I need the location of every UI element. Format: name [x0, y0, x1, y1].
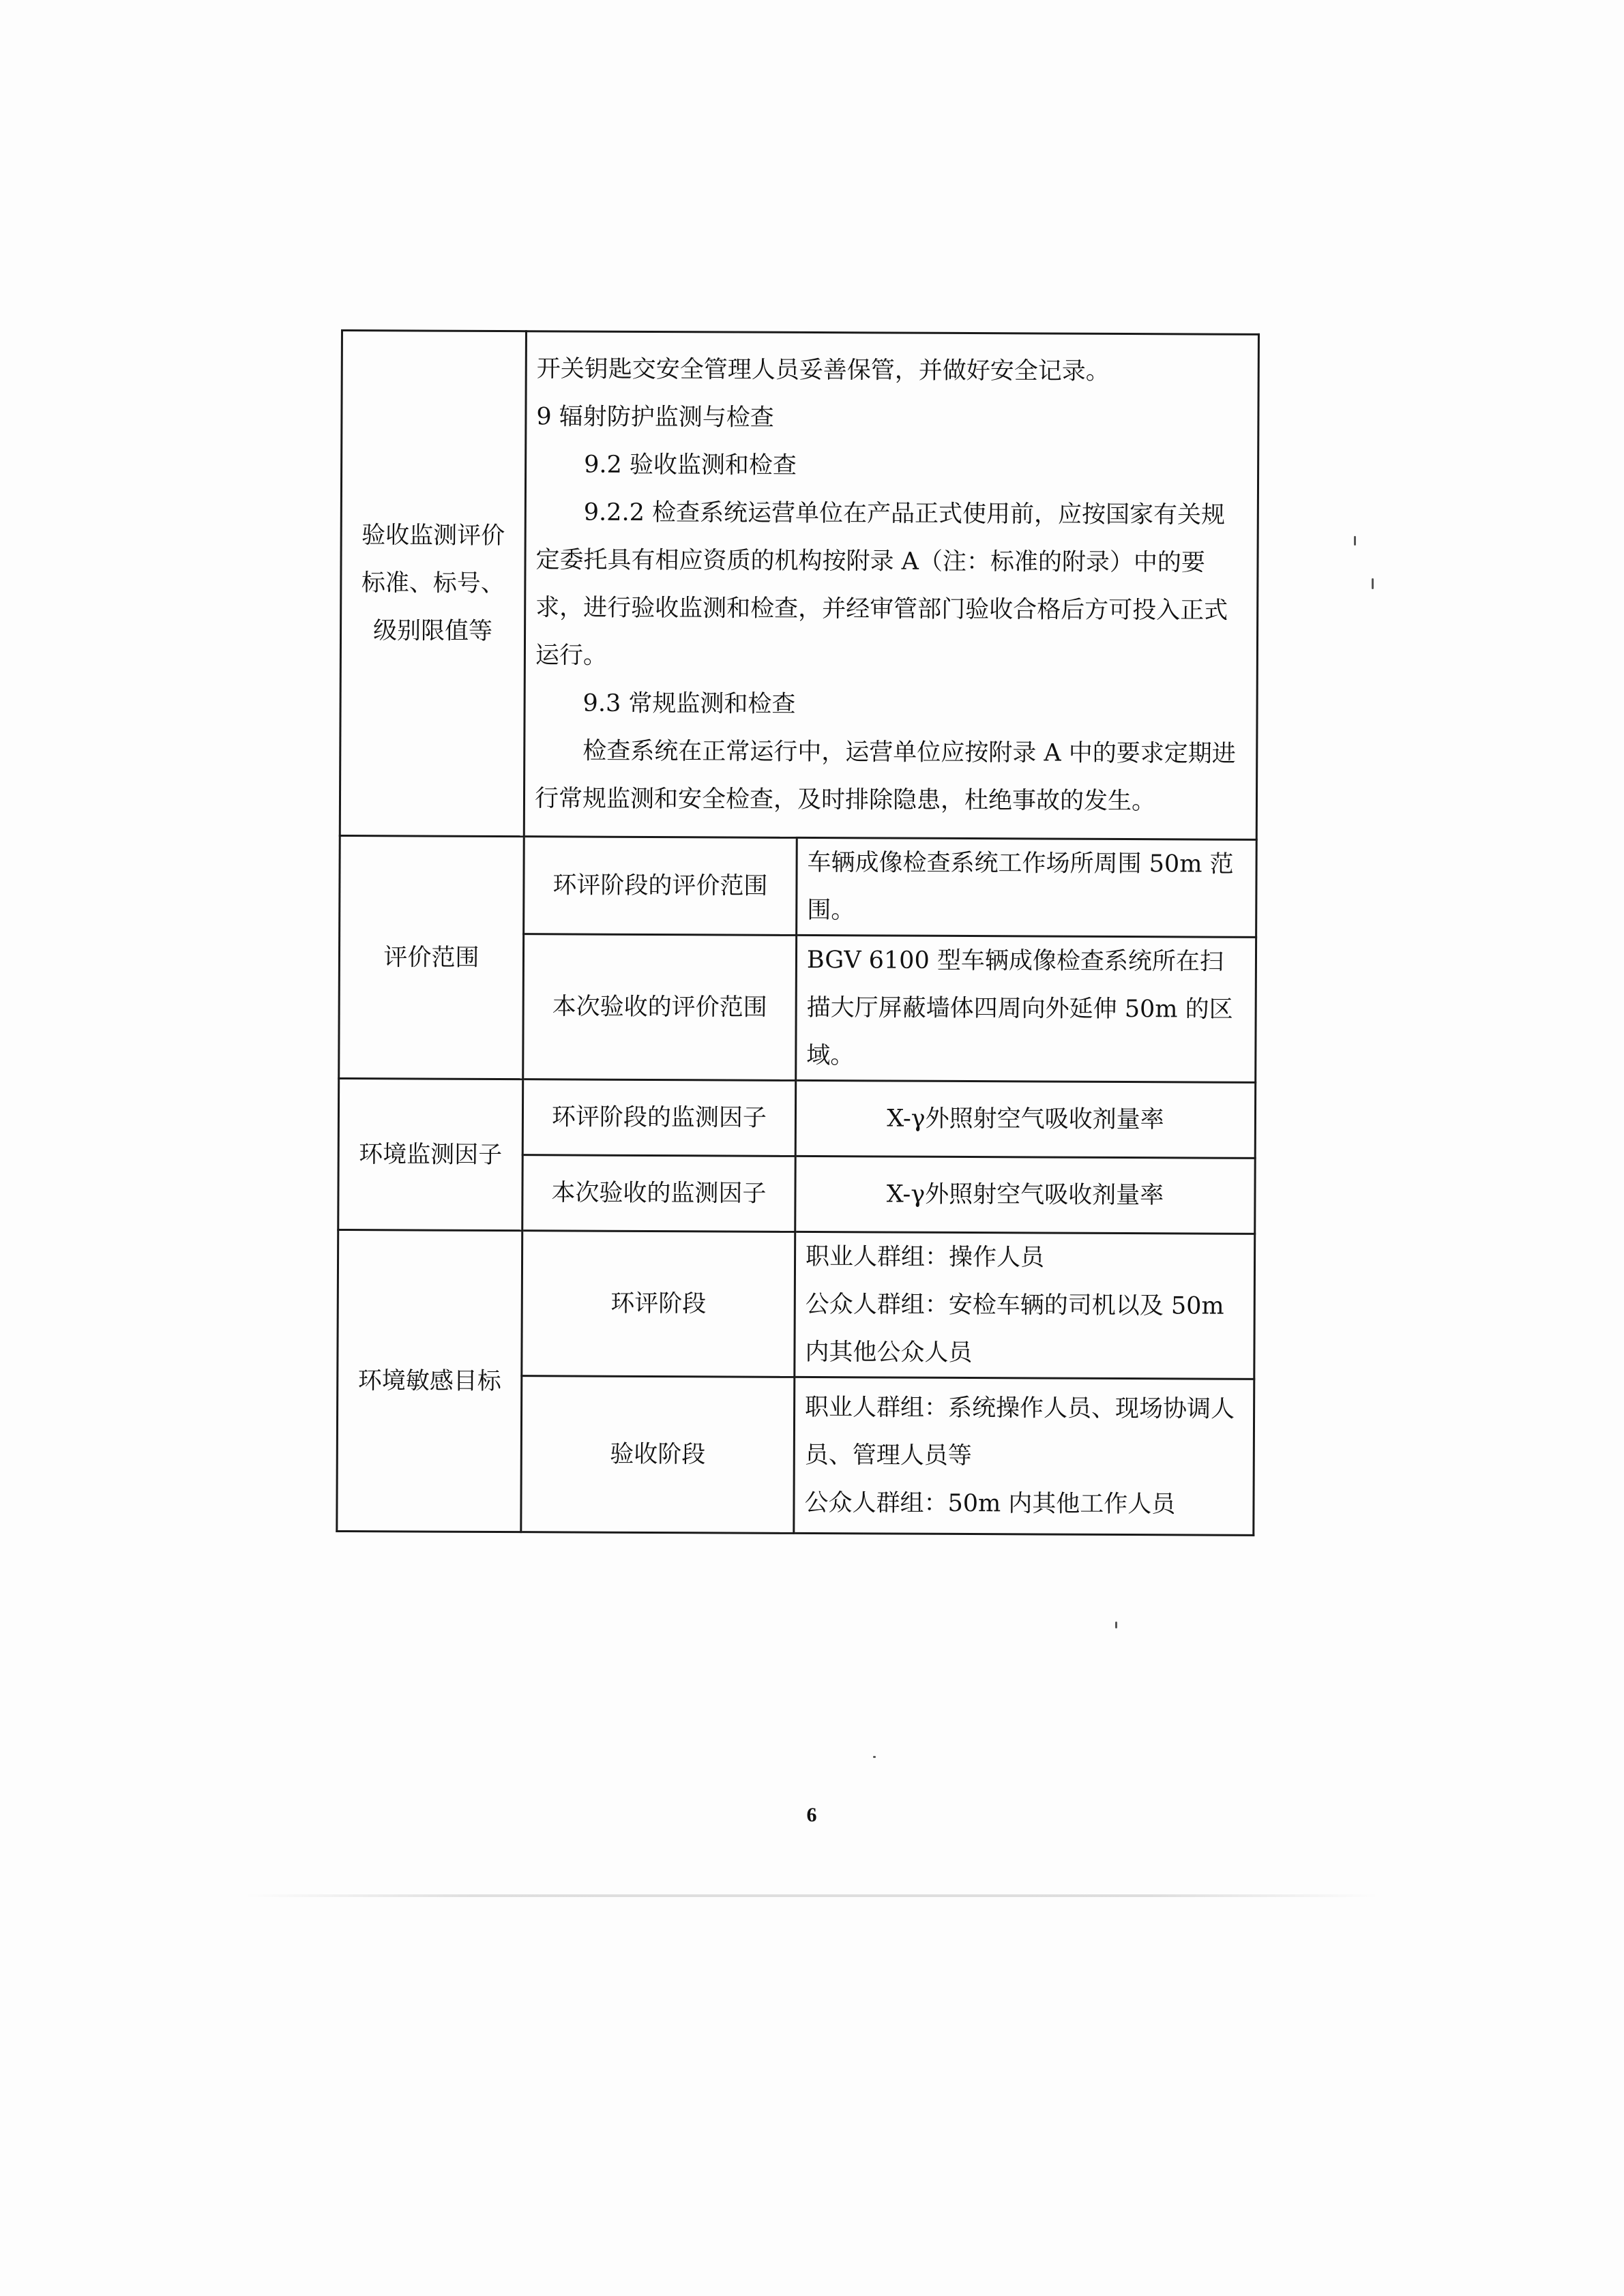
acceptance-table [336, 329, 1260, 1536]
scope-row [340, 835, 1257, 937]
standards-paragraph: 9 辐射防护监测与检查 [536, 403, 774, 432]
scope-sub-label: 本次验收的评价范围 [523, 934, 797, 1081]
factors-value: X-γ外照射空气吸收剂量率 [795, 1080, 1255, 1158]
standards-row [340, 331, 1258, 840]
standards-paragraph: 9.3 常规监测和检查 [582, 689, 796, 718]
scope-sub-label: 环评阶段的评价范围 [524, 837, 797, 936]
factors-sub-label: 环评阶段的监测因子 [522, 1079, 795, 1157]
targets-line: 公众人群组：50m 内其他工作人员 [804, 1489, 1176, 1519]
page-number: 6 [806, 1804, 817, 1826]
standards-paragraph: 9.2 验收监测和检查 [584, 451, 797, 479]
scope-label: 评价范围 [339, 835, 525, 1079]
scan-speck [1115, 1622, 1117, 1628]
standards-label: 验收监测评价标准、标号、级别限值等 [340, 331, 526, 837]
factors-value: X-γ外照射空气吸收剂量率 [795, 1156, 1255, 1234]
standards-paragraph: 9.2.2 检查系统运营单位在产品正式使用前，应按国家有关规定委托具有相应资质的机构按附录 A（注：标准的附录）中的要求，进行验收监测和检查，并经审管部门验收合格后方可投入正式运行。 [535, 498, 1228, 670]
standards-paragraph: 检查系统在正常运行中，运营单位应按附录 A 中的要求定期进行常规监测和安全检查，及时排除隐患，杜绝事故的发生。 [534, 737, 1236, 816]
targets-label: 环境敏感目标 [337, 1229, 522, 1532]
targets-value [794, 1377, 1254, 1535]
scan-speck [873, 1756, 876, 1758]
targets-line: 职业人群组：操作人员 [805, 1242, 1045, 1272]
standards-content [524, 331, 1258, 840]
scan-speck [1354, 536, 1356, 546]
targets-line: 公众人群组：安检车辆的司机以及 50m 内其他公众人员 [805, 1290, 1224, 1367]
factors-row [338, 1078, 1255, 1158]
standards-paragraph: 开关钥匙交安全管理人员妥善保管，并做好安全记录。 [536, 355, 1110, 385]
scope-value: 车辆成像检查系统工作场所周围 50m 范围。 [797, 837, 1257, 937]
targets-value [795, 1232, 1255, 1379]
targets-row [338, 1229, 1255, 1379]
factors-label: 环境监测因子 [338, 1078, 523, 1230]
targets-sub-label: 环评阶段 [522, 1231, 795, 1377]
scan-speck [1372, 578, 1374, 589]
scope-value: BGV 6100 型车辆成像检查系统所在扫描大厅屏蔽墙体四周向外延伸 50m 的区域。 [796, 935, 1256, 1082]
scan-edge-shadow [246, 1894, 1378, 1897]
targets-sub-label: 验收阶段 [521, 1376, 795, 1534]
targets-line: 职业人群组：系统操作人员、现场协调人员、管理人员等 [804, 1393, 1235, 1470]
factors-sub-label: 本次验收的监测因子 [522, 1155, 795, 1232]
